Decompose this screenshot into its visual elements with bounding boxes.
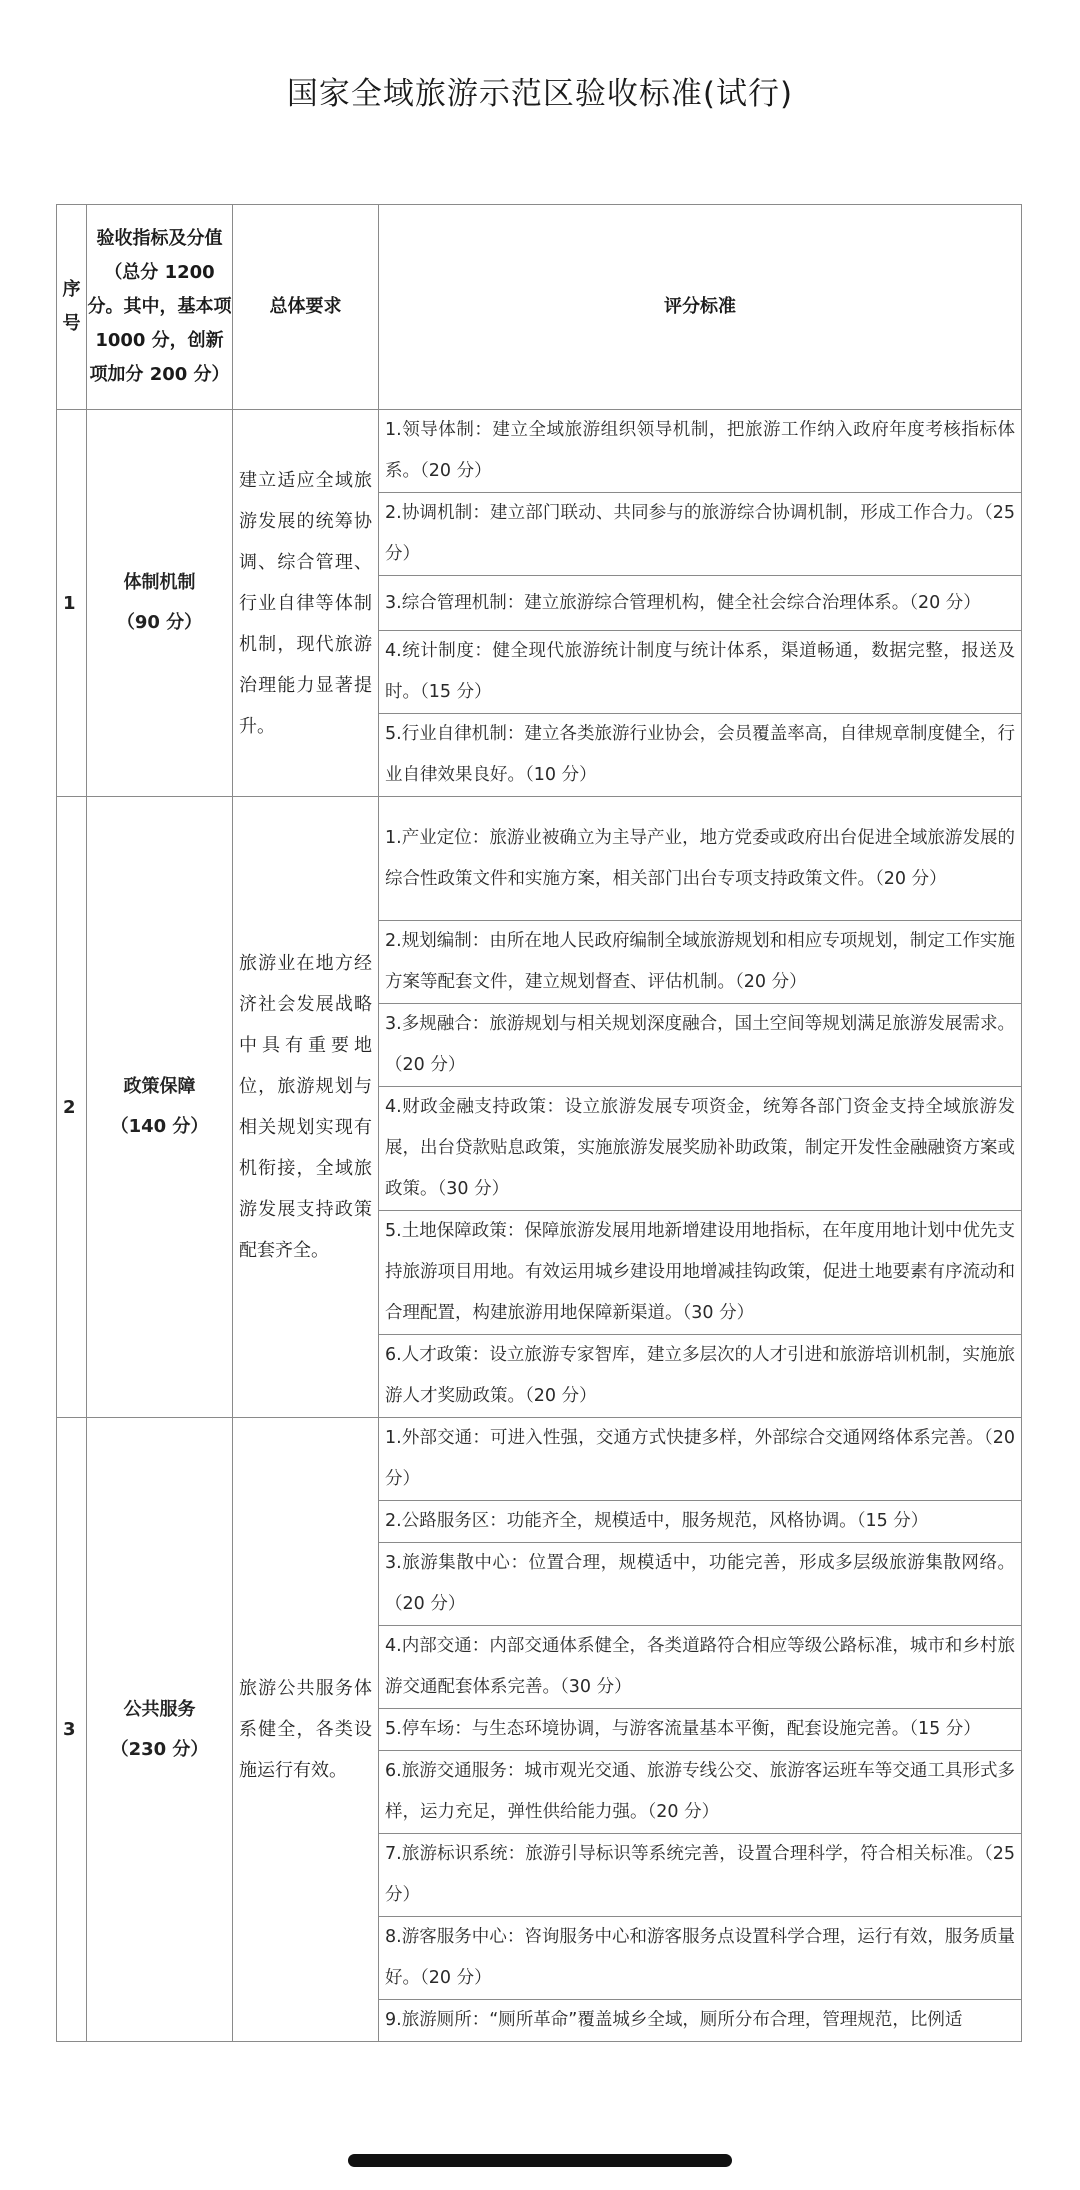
table-row: [57, 1418, 1022, 1501]
criteria-item: 5.行业自律机制：建立各类旅游行业协会，会员覆盖率高，自律规章制度健全，行业自律效果良好。（10 分）: [379, 714, 1022, 797]
criteria-item: 3.多规融合：旅游规划与相关规划深度融合，国土空间等规划满足旅游发展需求。（20 分）: [379, 1004, 1022, 1087]
criteria-item: 9.旅游厕所：“厕所革命”覆盖城乡全域，厕所分布合理，管理规范，比例适: [379, 2000, 1022, 2042]
category-cell: [87, 797, 233, 1418]
category-cell: [87, 410, 233, 797]
row-number: 3: [57, 1418, 87, 2042]
criteria-item: 5.土地保障政策：保障旅游发展用地新增建设用地指标，在年度用地计划中优先支持旅游项目用地。有效运用城乡建设用地增减挂钩政策，促进土地要素有序流动和合理配置，构建旅游用地保障新渠道。（30 分）: [379, 1211, 1022, 1335]
table-header-row: [57, 205, 1022, 410]
home-indicator-bar[interactable]: [348, 2154, 732, 2167]
category-name: 政策保障: [123, 1076, 196, 1097]
header-indicator: 验收指标及分值（总分 1200 分。其中，基本项 1000 分，创新项加分 200 分）: [87, 205, 233, 410]
document-title: 国家全域旅游示范区验收标准(试行): [286, 76, 794, 112]
criteria-item: 2.协调机制：建立部门联动、共同参与的旅游综合协调机制，形成工作合力。（25 分）: [379, 493, 1022, 576]
criteria-item: 7.旅游标识系统：旅游引导标识等系统完善，设置合理科学，符合相关标准。（25 分）: [379, 1834, 1022, 1917]
requirement-cell: 旅游公共服务体系健全，各类设施运行有效。: [233, 1418, 379, 2042]
criteria-item: 6.人才政策：设立旅游专家智库，建立多层次的人才引进和旅游培训机制，实施旅游人才奖励政策。（20 分）: [379, 1335, 1022, 1418]
criteria-item: 1.产业定位：旅游业被确立为主导产业，地方党委或政府出台促进全域旅游发展的综合性政策文件和实施方案，相关部门出台专项支持政策文件。（20 分）: [379, 797, 1022, 921]
criteria-item: 1.领导体制：建立全域旅游组织领导机制，把旅游工作纳入政府年度考核指标体系。（20 分）: [379, 410, 1022, 493]
requirement-cell: 建立适应全域旅游发展的统筹协调、综合管理、行业自律等体制机制，现代旅游治理能力显著提升。: [233, 410, 379, 797]
criteria-item: 5.停车场：与生态环境协调，与游客流量基本平衡，配套设施完善。（15 分）: [379, 1709, 1022, 1751]
criteria-item: 3.旅游集散中心：位置合理，规模适中，功能完善，形成多层级旅游集散网络。（20 分）: [379, 1543, 1022, 1626]
category-score: （230 分）: [110, 1738, 209, 1760]
category-score: （90 分）: [116, 612, 203, 633]
table-row: [57, 410, 1022, 493]
criteria-item: 4.财政金融支持政策：设立旅游发展专项资金，统筹各部门资金支持全域旅游发展，出台贷款贴息政策，实施旅游发展奖励补助政策，制定开发性金融融资方案或政策。（30 分）: [379, 1087, 1022, 1211]
criteria-item: 4.内部交通：内部交通体系健全，各类道路符合相应等级公路标准，城市和乡村旅游交通配套体系完善。（30 分）: [379, 1626, 1022, 1709]
criteria-item: 4.统计制度：健全现代旅游统计制度与统计体系，渠道畅通，数据完整，报送及时。（15 分）: [379, 631, 1022, 714]
category-score: （140 分）: [110, 1116, 209, 1137]
category-name: 体制机制: [123, 572, 196, 593]
criteria-item: 2.公路服务区：功能齐全，规模适中，服务规范，风格协调。（15 分）: [379, 1501, 1022, 1543]
criteria-item: 6.旅游交通服务：城市观光交通、旅游专线公交、旅游客运班车等交通工具形式多样，运力充足，弹性供给能力强。（20 分）: [379, 1751, 1022, 1834]
header-requirement: 总体要求: [233, 205, 379, 410]
criteria-item: 2.规划编制：由所在地人民政府编制全域旅游规划和相应专项规划，制定工作实施方案等配套文件，建立规划督查、评估机制。（20 分）: [379, 921, 1022, 1004]
criteria-item: 3.综合管理机制：建立旅游综合管理机构，健全社会综合治理体系。（20 分）: [379, 576, 1022, 631]
criteria-item: 1.外部交通：可进入性强，交通方式快捷多样，外部综合交通网络体系完善。（20 分）: [379, 1418, 1022, 1501]
header-seq: 序号: [57, 205, 87, 410]
category-name: 公共服务: [123, 1698, 196, 1720]
row-number: 1: [57, 410, 87, 797]
header-criteria: 评分标准: [379, 205, 1022, 410]
table-row: [57, 797, 1022, 921]
acceptance-standard-table: [56, 204, 1022, 2042]
requirement-cell: 旅游业在地方经济社会发展战略中具有重要地位，旅游规划与相关规划实现有机衔接，全域旅游发展支持政策配套齐全。: [233, 797, 379, 1418]
category-cell: [87, 1418, 233, 2042]
criteria-item: 8.游客服务中心：咨询服务中心和游客服务点设置科学合理，运行有效，服务质量好。（20 分）: [379, 1917, 1022, 2000]
row-number: 2: [57, 797, 87, 1418]
